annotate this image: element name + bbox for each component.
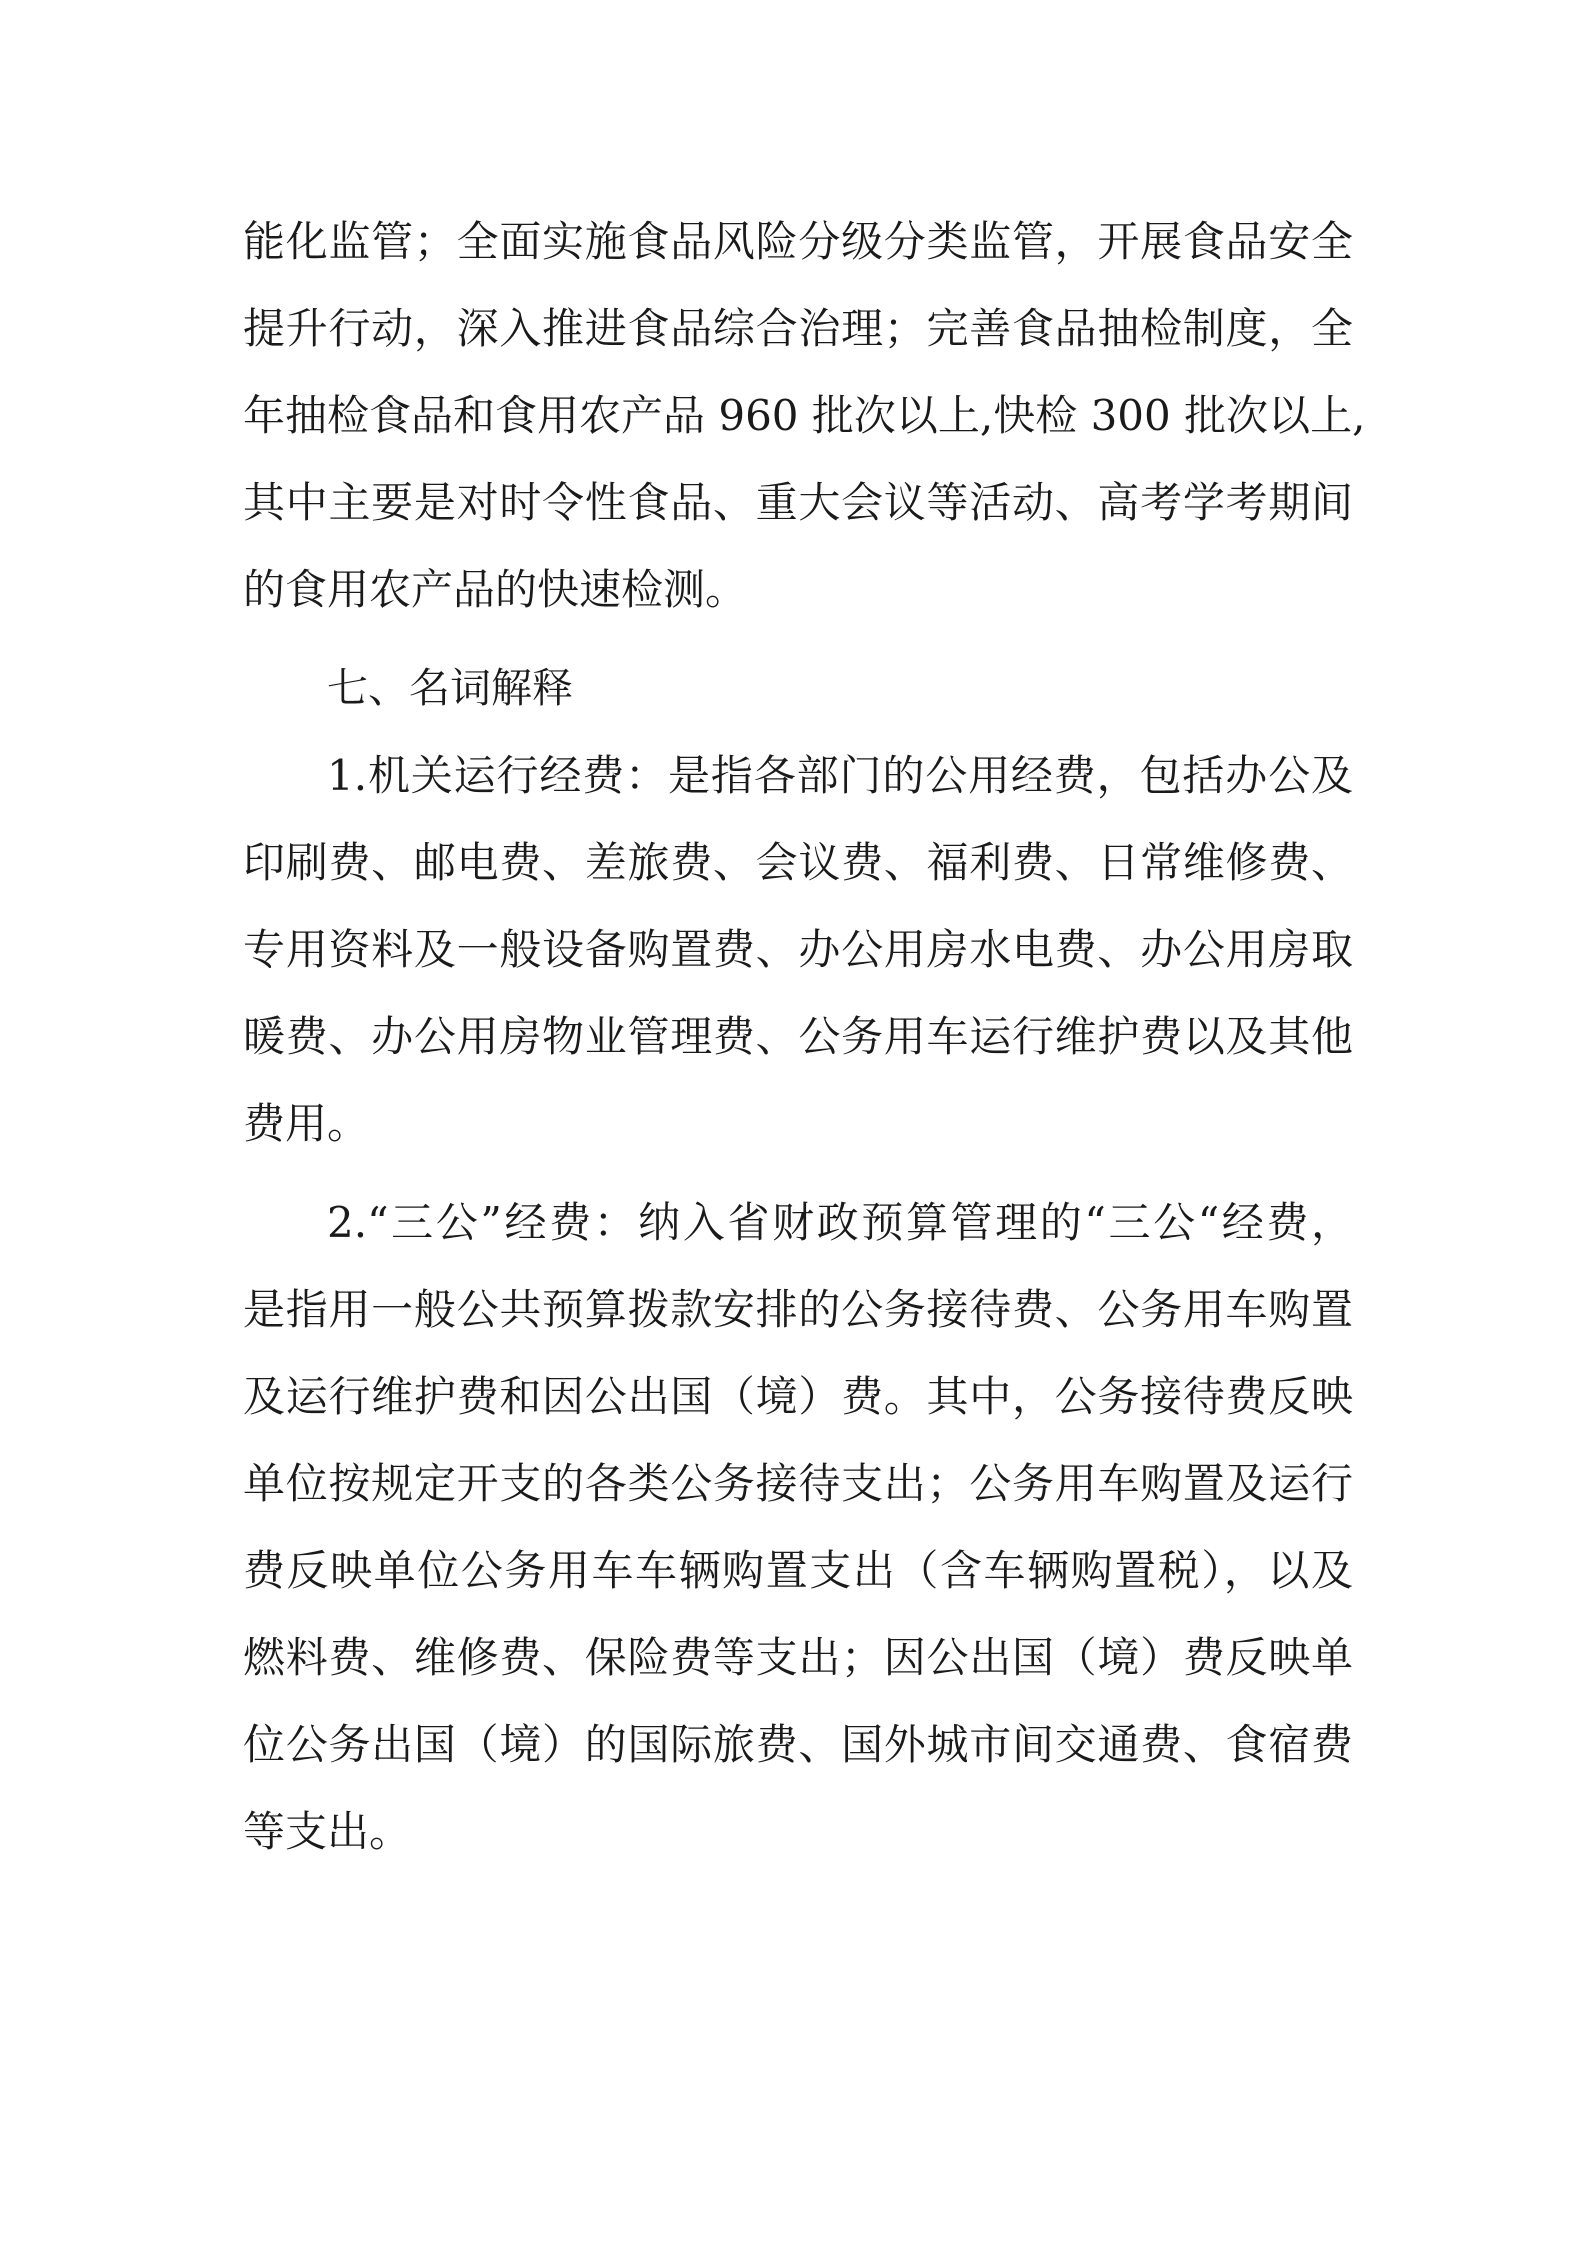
- paragraph-line: 费反映单位公务用车车辆购置支出（含车辆购置税），以及: [243, 1546, 1353, 1595]
- paragraph-line: 是指用一般公共预算拨款安排的公务接待费、公务用车购置: [243, 1285, 1353, 1334]
- paragraph-line: 年抽检食品和食用农产品 960 批次以上,快检 300 批次以上,: [243, 391, 1366, 440]
- paragraph-line: 燃料费、维修费、保险费等支出；因公出国（境）费反映单: [243, 1633, 1353, 1682]
- section-heading: 七、名词解释: [327, 664, 573, 712]
- paragraph-line: 等支出。: [243, 1807, 412, 1856]
- definition-three-public-expenses: [243, 1179, 1353, 1875]
- paragraph-line: 专用资料及一般设备购置费、办公用房水电费、办公用房取: [243, 925, 1353, 974]
- paragraph-food-safety: [243, 198, 1366, 633]
- paragraph-line: 其中主要是对时令性食品、重大会议等活动、高考学考期间: [243, 478, 1353, 527]
- paragraph-line: 2.“三公”经费：纳入省财政预算管理的“三公“经费，: [327, 1198, 1353, 1247]
- definition-operating-expenses: [243, 732, 1353, 1167]
- paragraph-line: 位公务出国（境）的国际旅费、国外城市间交通费、食宿费: [243, 1720, 1353, 1769]
- paragraph-line: 及运行维护费和因公出国（境）费。其中，公务接待费反映: [243, 1372, 1353, 1421]
- paragraph-line: 1.机关运行经费：是指各部门的公用经费，包括办公及: [327, 751, 1353, 800]
- paragraph-line: 能化监管；全面实施食品风险分级分类监管，开展食品安全: [243, 217, 1353, 266]
- paragraph-line: 费用。: [243, 1099, 370, 1148]
- paragraph-line: 单位按规定开支的各类公务接待支出；公务用车购置及运行: [243, 1459, 1353, 1508]
- paragraph-line: 暖费、办公用房物业管理费、公务用车运行维护费以及其他: [243, 1012, 1353, 1061]
- paragraph-line: 的食用农产品的快速检测。: [243, 565, 748, 614]
- paragraph-line: 印刷费、邮电费、差旅费、会议费、福利费、日常维修费、: [243, 838, 1353, 887]
- document-body: [243, 198, 1366, 1875]
- paragraph-line: 提升行动，深入推进食品综合治理；完善食品抽检制度，全: [243, 304, 1353, 353]
